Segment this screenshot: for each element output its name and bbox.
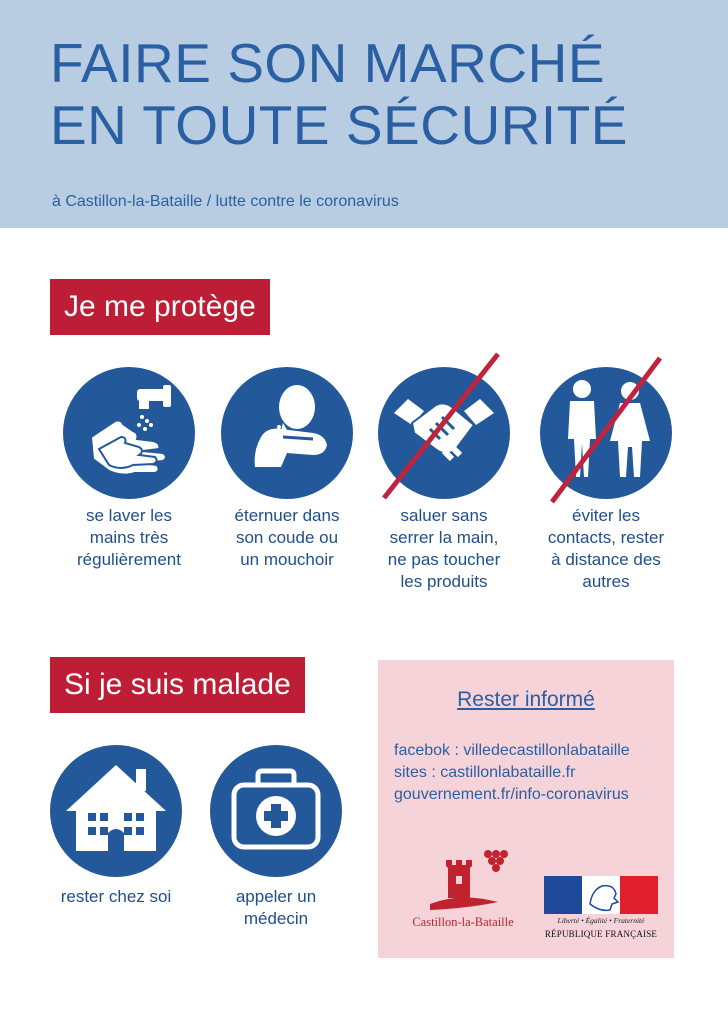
- caption-no-handshake: saluer sans serrer la main, ne pas toucher les produits: [387, 506, 501, 591]
- info-site: sites : castillonlabataille.fr: [394, 764, 576, 781]
- house-icon: [50, 745, 182, 877]
- protect-heading: Je me protège: [50, 279, 270, 335]
- title-line-2: EN TOUTE SÉCURITÉ: [50, 94, 628, 156]
- castillon-logo-text: Castillon-la-Bataille: [412, 915, 514, 929]
- rf-name: RÉPUBLIQUE FRANÇAISE: [544, 929, 658, 939]
- info-box: [378, 660, 674, 958]
- subtitle: à Castillon-la-Bataille / lutte contre le coronavirus: [52, 193, 399, 210]
- caption-stay-home: rester chez soi: [60, 887, 172, 906]
- info-title: Rester informé: [457, 688, 595, 711]
- rf-motto: Liberté • Égalité • Fraternité: [557, 916, 645, 925]
- info-government: gouvernement.fr/info-coronavirus: [394, 786, 629, 803]
- info-links: [394, 740, 630, 806]
- castle-grapes-icon: [390, 846, 536, 916]
- header: [0, 0, 728, 228]
- caption-sneeze-elbow: éternuer dans son coude ou un mouchoir: [234, 506, 340, 569]
- info-facebook: facebok : villedecastillonlabataille: [394, 742, 630, 759]
- marianne-flag-icon: [544, 876, 658, 914]
- republique-francaise-logo: [544, 876, 658, 946]
- hand-washing-icon: [63, 367, 195, 499]
- page-title: [50, 32, 628, 156]
- caption-hand-washing: se laver les mains très régulièrement: [77, 506, 181, 569]
- keep-distance-icon: [540, 367, 672, 499]
- sneeze-elbow-icon: [221, 367, 353, 499]
- caption-keep-distance: éviter les contacts, rester à distance des autres: [547, 506, 665, 591]
- no-handshake-icon: [378, 367, 510, 499]
- castillon-logo: [390, 846, 536, 936]
- sick-heading: Si je suis malade: [50, 657, 305, 713]
- title-line-1: FAIRE SON MARCHÉ: [50, 32, 606, 94]
- medical-kit-icon: [210, 745, 342, 877]
- caption-call-doctor: appeler un médecin: [235, 887, 317, 928]
